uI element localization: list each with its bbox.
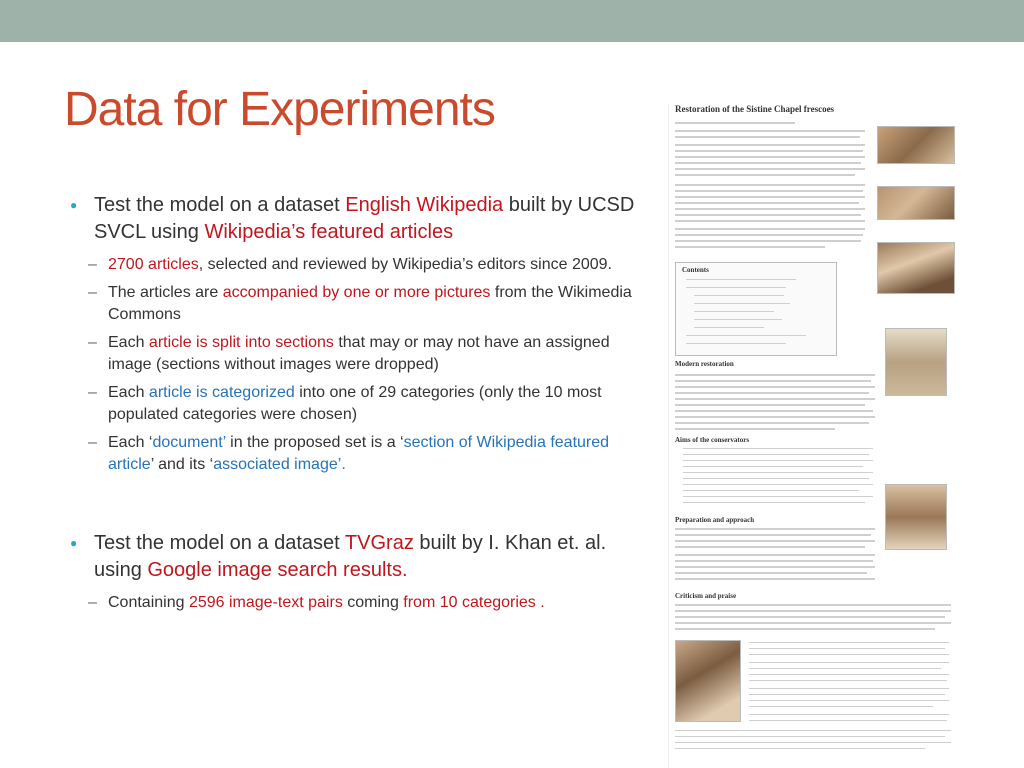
section-heading: Aims of the conservators [675,436,750,444]
text-line [675,122,795,124]
text-line [675,730,951,731]
text: in the proposed set is a ‘ [225,434,404,451]
text-line [675,174,855,176]
sub-bullet-pictures [70,282,645,326]
text: Test the model on a dataset [94,532,345,554]
text-line [694,311,774,312]
text: Each [108,334,149,351]
sub-bullet-articles [70,254,645,276]
text-line [675,202,859,204]
text-line [694,295,784,296]
section-heading: Modern restoration [675,360,734,368]
text-line [749,694,945,695]
text-line [675,610,951,612]
text-line [675,404,865,406]
text-line [694,303,790,304]
sub-bullet-document [70,432,645,476]
text-line [749,688,949,689]
top-bar [0,0,1024,42]
highlight: article is split into sections [148,334,334,351]
section-heading: Criticism and praise [675,592,737,600]
text-line [683,472,873,473]
text: built by I. Khan et. al. using [94,532,607,581]
text-line [683,484,873,485]
text-line [675,410,873,412]
text-line [683,502,865,503]
text-line [675,144,865,146]
text-line [749,680,947,681]
text-line [675,628,935,630]
text-line [675,622,951,624]
text-line [749,720,947,721]
text-line [675,228,865,230]
fresco-image [877,126,955,164]
text-line [749,706,933,707]
text-line [675,540,875,542]
text-line [749,648,945,649]
text-line [675,534,871,536]
text-line [675,422,869,424]
text-line [675,748,925,749]
fresco-image [885,484,947,550]
highlight: section of Wikipedia featured article [108,434,610,473]
document-title: Restoration of the Sistine Chapel frescoes [675,104,835,114]
spacer [70,482,645,530]
text-line [675,234,863,236]
highlight: associated image’ [213,456,342,473]
text: that may or may not have an assigned image (sections without images were dropped) [108,334,610,373]
text-line [686,343,786,344]
contents-box [675,262,837,356]
text-line [675,214,861,216]
text-line [686,279,796,280]
text: coming [342,594,404,611]
text: . [341,456,346,473]
text-line [694,319,782,320]
text-line [675,130,865,132]
text-line [675,742,951,743]
highlight: article is categorized [148,384,295,401]
highlight: accompanied by one or more pictures [222,284,491,301]
text: ’ and its ‘ [150,456,214,473]
text-line [675,416,875,418]
text-line [683,496,873,497]
text-line [675,374,875,376]
document-thumbnail [668,104,959,768]
text-line [675,184,865,186]
text-line [675,428,835,430]
sub-bullet-categories [70,382,645,426]
text-line [675,604,951,606]
text: into one of 29 categories (only the 10 most populated categories were chosen) [108,384,602,423]
text-line [686,335,806,336]
tvgraz: TVGraz [344,532,414,554]
text-line [694,327,764,328]
text-line [749,662,949,663]
text: The articles are [108,284,223,301]
text-line [675,578,875,580]
fresco-image [877,242,955,294]
text-line [675,168,865,170]
text: Each ‘ [108,434,153,451]
featured-articles: Wikipedia’s featured articles [204,221,454,243]
text-line [683,478,869,479]
text-line [675,208,865,210]
text-line [675,736,945,737]
highlight: 2596 image-text pairs [188,594,343,611]
text-line [675,240,861,242]
text: Containing [108,594,189,611]
text-line [675,220,865,222]
text-line [675,572,867,574]
text-line [675,560,873,562]
sub-bullet-pairs [70,592,645,614]
text-line [683,490,859,491]
text-line [675,392,869,394]
text-line [749,674,949,675]
text-line [686,287,786,288]
text-line [749,642,949,643]
text-line [683,454,869,455]
text-line [675,156,865,158]
text: from the Wikimedia Commons [108,284,632,323]
text-line [749,714,949,715]
text-line [749,700,949,701]
slide-title: Data for Experiments [64,83,495,136]
text-line [675,246,825,248]
text-line [683,448,873,449]
text-line [749,668,941,669]
text-line [675,386,875,388]
text-line [675,566,875,568]
text-line [683,466,863,467]
google-results: Google image search results. [147,559,408,581]
text-line [675,616,945,618]
text: , selected and reviewed by Wikipedia’s editors since 2009. [198,256,612,273]
highlight: document’ [152,434,226,451]
text-line [675,528,875,530]
text: . [535,594,545,611]
text-line [675,546,865,548]
text: built by UCSD SVCL using [94,194,635,243]
sub-bullet-sections [70,332,645,376]
bullet-wikipedia [70,192,645,246]
fresco-image [675,640,741,722]
text-line [675,196,865,198]
text-line [675,554,875,556]
bullet-tvgraz [70,530,645,584]
text-line [675,398,875,400]
text-line [675,162,861,164]
text-line [675,136,860,138]
text-line [683,460,873,461]
fresco-image [877,186,955,220]
text-line [749,654,949,655]
text-line [675,150,863,152]
slide-content [70,192,645,620]
text-line [675,380,871,382]
text: Test the model on a dataset [94,194,346,216]
section-heading: Preparation and approach [675,516,755,524]
text-line [675,190,863,192]
text: Each [108,384,149,401]
contents-label: Contents [682,266,709,274]
english-wikipedia: English Wikipedia [345,194,504,216]
highlight: from 10 categories [403,594,536,611]
fresco-image [885,328,947,396]
highlight: 2700 articles [108,256,199,273]
